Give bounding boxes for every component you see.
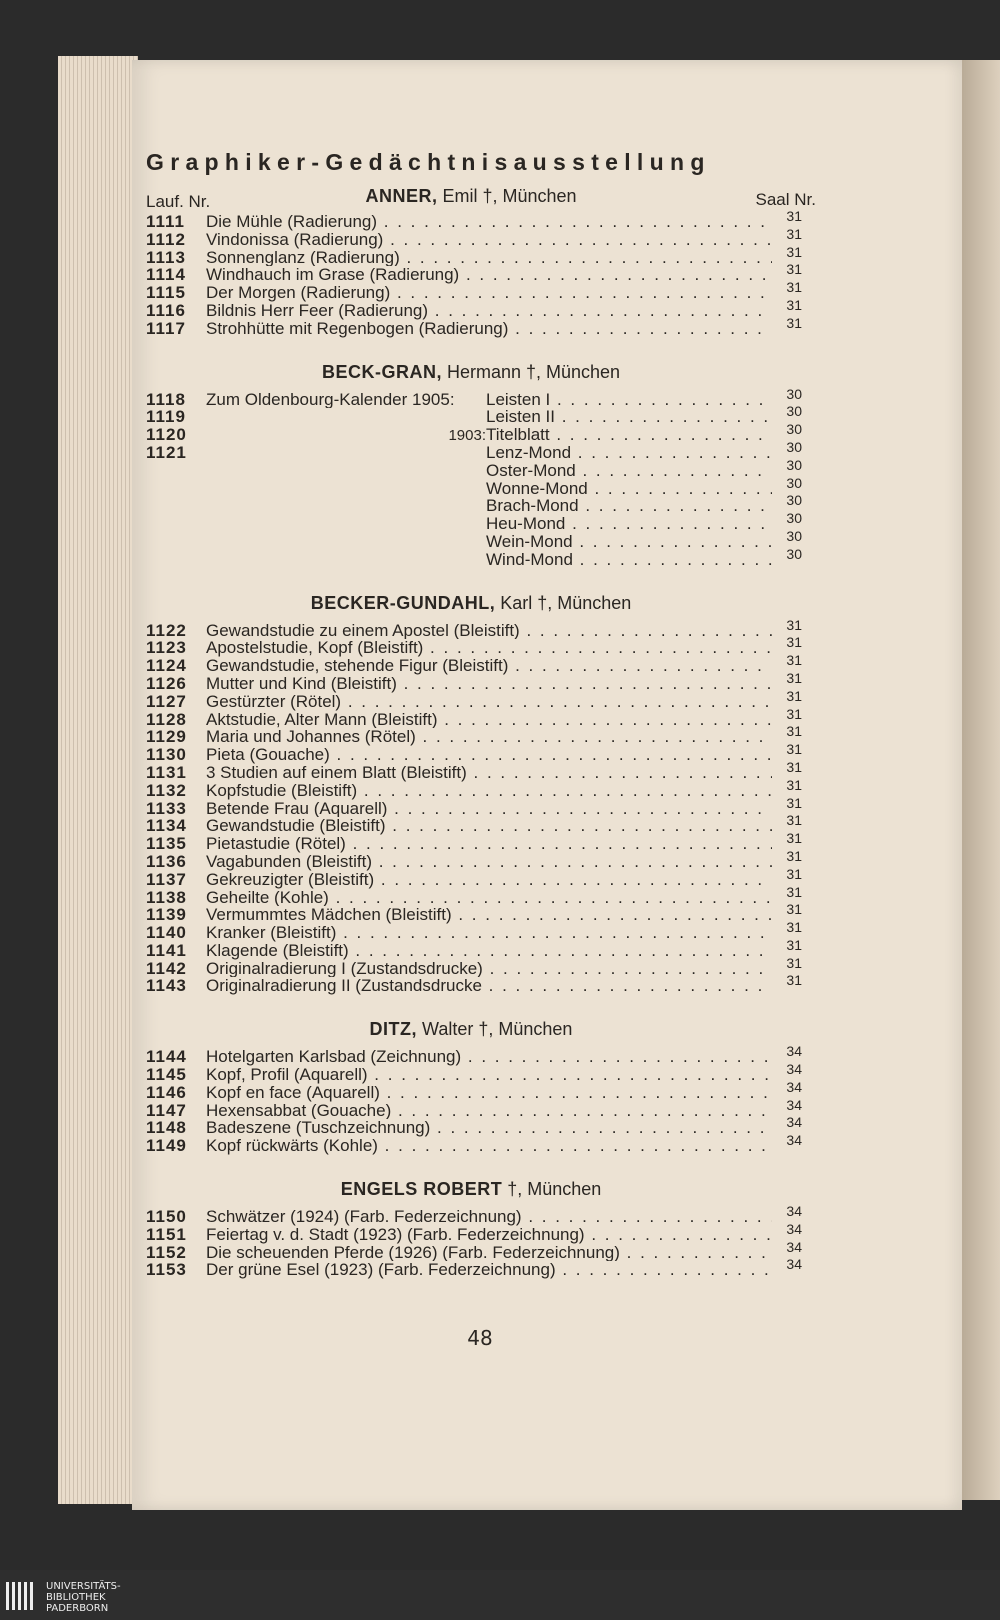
list-item: 1138 Geheilte (Kohle) . . . 31	[146, 889, 796, 907]
list-item: 1118 Zum Oldenbourg-Kalender 1905: Leisten I . . . 30	[146, 391, 796, 409]
list-item: 1148 Badeszene (Tuschzeichnung) . . . 34	[146, 1119, 796, 1137]
list-item: 1121 Lenz-Mond . . . 30	[146, 444, 796, 462]
list-item: 1136 Vagabunden (Bleistift) . . . 31	[146, 853, 796, 871]
col-saal-nr: Saal Nr.	[755, 190, 816, 209]
list-item: Wind-Mond . . . 30	[146, 551, 796, 569]
facing-page-edge	[962, 60, 1000, 1500]
section-beck-gran	[146, 352, 802, 569]
list-item: Brach-Mond . . . 30	[146, 497, 796, 515]
list-item: 1112 Vindonissa (Radierung) . . . 31	[146, 231, 796, 249]
list-item: 1123 Apostelstudie, Kopf (Bleistift) . . . 31	[146, 639, 796, 657]
list-item: 1114 Windhauch im Grase (Radierung) . . . 31	[146, 266, 796, 284]
page-stack-edge	[58, 56, 138, 1504]
catalog-content	[146, 142, 816, 1280]
list-item: 1143 Originalradierung II (Zustandsdrucke . . . 31	[146, 977, 796, 995]
list-item: 1115 Der Morgen (Radierung) . . . 31	[146, 284, 796, 302]
list-item: 1128 Aktstudie, Alter Mann (Bleistift) . . . 31	[146, 711, 796, 729]
list-item: Wonne-Mond . . . 30	[146, 480, 796, 498]
list-item: 1124 Gewandstudie, stehende Figur (Bleistift) . . . 31	[146, 657, 796, 675]
list-item: 1113 Sonnenglanz (Radierung) . . . 31	[146, 249, 796, 267]
list-item: 1133 Betende Frau (Aquarell) . . . 31	[146, 800, 796, 818]
list-item: 1116 Bildnis Herr Feer (Radierung) . . . 31	[146, 302, 796, 320]
section-ditz	[146, 1009, 802, 1156]
list-item: 1134 Gewandstudie (Bleistift) . . . 31	[146, 817, 796, 835]
page-number: 48	[467, 1326, 493, 1350]
list-item: 1120 1903:Titelblatt . . . 30	[146, 426, 796, 444]
library-logo-text: UNIVERSITÄTS- BIBLIOTHEK PADERBORN	[46, 1581, 121, 1614]
col-lauf-nr: Lauf. Nr.	[146, 192, 211, 211]
list-item: 1135 Pietastudie (Rötel) . . . 31	[146, 835, 796, 853]
artist-heading: BECK-GRAN, Hermann †, München	[321, 361, 621, 382]
list-item: 1152 Die scheuenden Pferde (1926) (Farb. Federzeichnung) . . . 34	[146, 1244, 796, 1262]
list-item: 1147 Hexensabbat (Gouache) . . . 34	[146, 1102, 796, 1120]
list-item: 1139 Vermummtes Mädchen (Bleistift) . . . 31	[146, 906, 796, 924]
list-item: Heu-Mond . . . 30	[146, 515, 796, 533]
list-item: 1119 Leisten II . . . 30	[146, 408, 796, 426]
page-title: Graphiker-Gedächtnisausstellung	[146, 149, 711, 175]
artist-heading: BECKER-GUNDAHL, Karl †, München	[310, 592, 632, 613]
list-item: 1153 Der grüne Esel (1923) (Farb. Federzeichnung) . . . 34	[146, 1261, 796, 1279]
list-item: 1142 Originalradierung I (Zustandsdrucke) . . . 31	[146, 960, 796, 978]
list-item: 1140 Kranker (Bleistift) . . . 31	[146, 924, 796, 942]
list-item: 1141 Klagende (Bleistift) . . . 31	[146, 942, 796, 960]
list-item: 1151 Feiertag v. d. Stadt (1923) (Farb. Federzeichnung) . . . 34	[146, 1226, 796, 1244]
list-item: 1127 Gestürzter (Rötel) . . . 31	[146, 693, 796, 711]
list-item: 1117 Strohhütte mit Regenbogen (Radierung) . . . 31	[146, 320, 796, 338]
list-item: 1137 Gekreuzigter (Bleistift) . . . 31	[146, 871, 796, 889]
artist-heading: ENGELS ROBERT †, München	[340, 1179, 602, 1200]
list-item: 1122 Gewandstudie zu einem Apostel (Bleistift) . . . 31	[146, 622, 796, 640]
list-item: 1131 3 Studien auf einem Blatt (Bleistift) . . . 31	[146, 764, 796, 782]
list-item: Wein-Mond . . . 30	[146, 533, 796, 551]
list-item: 1132 Kopfstudie (Bleistift) . . . 31	[146, 782, 796, 800]
list-item: Oster-Mond . . . 30	[146, 462, 796, 480]
list-item: 1150 Schwätzer (1924) (Farb. Federzeichnung) . . . 34	[146, 1208, 796, 1226]
list-item: 1146 Kopf en face (Aquarell) . . . 34	[146, 1084, 796, 1102]
list-item: 1126 Mutter und Kind (Bleistift) . . . 31	[146, 675, 796, 693]
library-footer-bar	[0, 1570, 1000, 1620]
artist-heading: ANNER, Emil †, München	[365, 186, 577, 206]
list-item: 1111 Die Mühle (Radierung) . . . 31	[146, 213, 796, 231]
list-item: 1145 Kopf, Profil (Aquarell) . . . 34	[146, 1066, 796, 1084]
library-logo-icon	[6, 1582, 36, 1615]
list-item: 1149 Kopf rückwärts (Kohle) . . . 34	[146, 1137, 796, 1155]
list-item: 1144 Hotelgarten Karlsbad (Zeichnung) . . . 34	[146, 1048, 796, 1066]
artist-heading: DITZ, Walter †, München	[369, 1019, 573, 1040]
list-item: 1129 Maria und Johannes (Rötel) . . . 31	[146, 728, 796, 746]
list-item: 1130 Pieta (Gouache) . . . 31	[146, 746, 796, 764]
section-engels	[146, 1169, 802, 1280]
section-becker-gundahl	[146, 583, 802, 996]
